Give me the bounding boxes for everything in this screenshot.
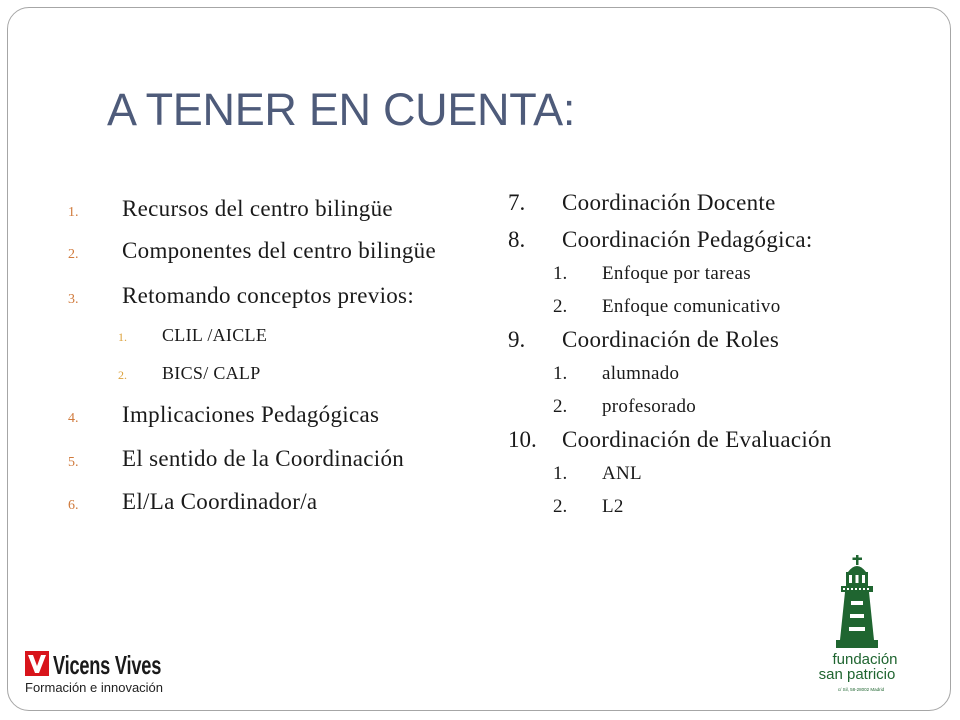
right-list-subitem-9-1	[553, 362, 679, 386]
list-item-text: Coordinación de Roles	[562, 327, 780, 352]
left-list-item-2	[68, 237, 436, 265]
list-item-text: Coordinación Pedagógica:	[562, 227, 813, 252]
list-item-text: Recursos del centro bilingüe	[122, 196, 393, 221]
left-list-item-1	[68, 195, 393, 223]
left-list-item-6	[68, 488, 317, 516]
right-list-subitem-8-2	[553, 295, 781, 319]
list-number: 1.	[118, 330, 127, 344]
right-list-subitem-10-1	[553, 462, 642, 486]
list-item-text: Coordinación Docente	[562, 190, 776, 215]
list-number: 2.	[553, 296, 568, 317]
list-number: 2.	[553, 496, 568, 517]
right-list-item-9	[508, 326, 779, 354]
right-list-item-8	[508, 226, 813, 254]
list-number: 3.	[68, 292, 79, 307]
vicens-vives-name: Vicens Vives	[53, 650, 162, 680]
san-patricio-line2: san patricio	[818, 666, 896, 683]
left-list-subitem-3-1	[118, 323, 267, 347]
list-item-text: Enfoque por tareas	[602, 263, 751, 284]
list-item-text: alumnado	[602, 363, 680, 384]
list-item-text: L2	[602, 496, 624, 517]
list-number: 4.	[68, 411, 79, 426]
vicens-vives-v-icon	[25, 651, 49, 676]
san-patricio-address: c/ Sil, 58-28002 Madrid	[837, 687, 885, 692]
right-list-subitem-8-1	[553, 262, 751, 286]
list-number: 2.	[68, 247, 79, 262]
list-number: 6.	[68, 498, 79, 513]
vicens-vives-tagline: Formación e innovación	[25, 680, 164, 695]
left-list-item-4	[68, 401, 379, 429]
list-number: 2.	[553, 396, 568, 417]
list-number: 1.	[68, 205, 79, 220]
list-item-text: Componentes del centro bilingüe	[122, 238, 436, 263]
list-number: 9.	[508, 327, 526, 352]
list-item-text: Retomando conceptos previos:	[122, 283, 415, 308]
list-item-text: Enfoque comunicativo	[602, 296, 781, 317]
list-item-text: ANL	[602, 463, 642, 484]
san-patricio-line1: fundación	[832, 651, 898, 668]
list-item-text: El sentido de la Coordinación	[122, 446, 405, 471]
list-number: 7.	[508, 190, 526, 215]
list-item-text: profesorado	[602, 396, 697, 417]
list-number: 8.	[508, 227, 526, 252]
lighthouse-icon	[832, 554, 882, 650]
list-number: 2.	[118, 368, 127, 382]
right-list-item-10	[508, 426, 832, 454]
list-item-text: CLIL /AICLE	[162, 325, 268, 345]
list-number: 1.	[553, 363, 568, 384]
slide-title: A TENER EN CUENTA:	[107, 84, 576, 135]
list-item-text: Implicaciones Pedagógicas	[122, 402, 380, 427]
list-number: 5.	[68, 455, 79, 470]
right-list-item-7	[508, 189, 776, 217]
list-number: 1.	[553, 463, 568, 484]
right-list-subitem-10-2	[553, 495, 624, 519]
left-list-item-5	[68, 445, 404, 473]
list-number: 1.	[553, 263, 568, 284]
list-item-text: Coordinación de Evaluación	[562, 427, 832, 452]
left-list-subitem-3-2	[118, 361, 261, 385]
left-list-item-3	[68, 282, 414, 310]
list-number: 10.	[508, 427, 537, 452]
list-item-text: El/La Coordinador/a	[122, 489, 318, 514]
right-list-subitem-9-2	[553, 395, 696, 419]
list-item-text: BICS/ CALP	[162, 363, 261, 383]
